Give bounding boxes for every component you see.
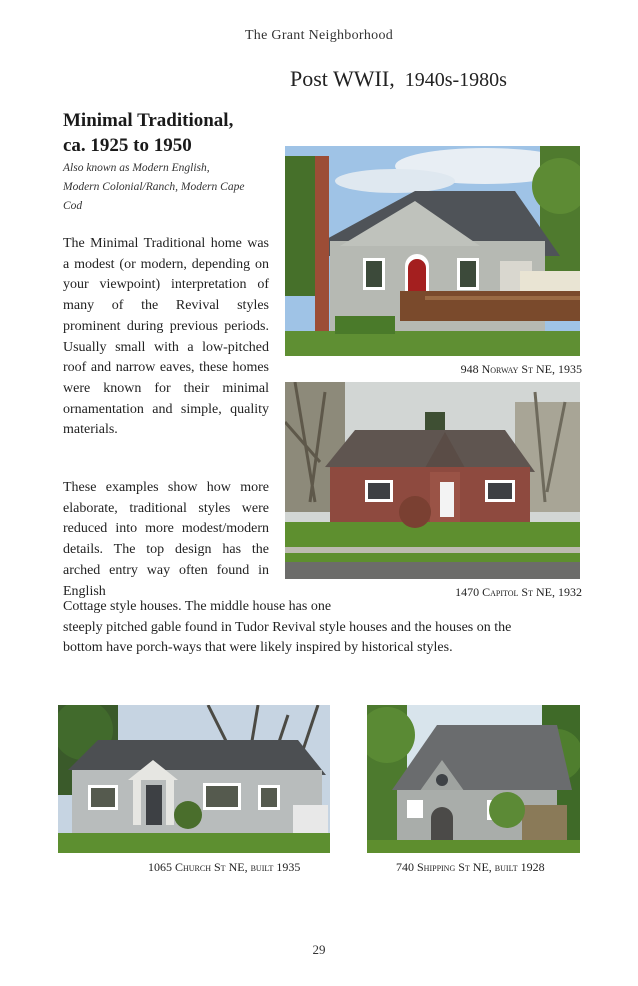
photo-caption-3 xyxy=(148,860,300,875)
photo-church-st-house xyxy=(58,705,330,853)
era-heading xyxy=(290,66,507,92)
caption-details: NE, built 1935 xyxy=(225,860,301,874)
photo-caption-1 xyxy=(461,362,582,377)
body-paragraph-2-continued xyxy=(63,597,583,659)
page-number: 29 xyxy=(312,942,326,957)
caption-street: Norway St xyxy=(481,362,533,376)
style-title-line1: Minimal Traditional, xyxy=(63,110,234,131)
caption-number: 948 xyxy=(460,362,482,376)
caption-details: NE, 1932 xyxy=(533,585,582,599)
paragraph-2-line: Cottage style houses. The middle house has one xyxy=(63,599,332,614)
style-title-line2: ca. 1925 to 1950 xyxy=(63,135,192,156)
also-known-as xyxy=(63,159,273,216)
caption-number: 1470 xyxy=(455,585,483,599)
aka-line3: Cod xyxy=(63,200,83,212)
body-paragraph-1: The Minimal Traditional home was a modest (or modern, depending on your viewpoint) interpretation of many of the Revival styles prominent during previous periods. Usually small with a low-pitched roof and narrow eaves, these homes were known for their minimal ornamentation and simple, quality materials. xyxy=(63,236,269,438)
aka-line1: Also known as Modern English, xyxy=(63,162,210,174)
caption-street: Capitol St xyxy=(482,585,533,599)
photo-capitol-st-house xyxy=(285,382,580,579)
photo-caption-4 xyxy=(396,860,545,875)
era-main: Post WWII, xyxy=(290,66,395,91)
caption-number: 740 xyxy=(396,860,417,874)
paragraph-2-line: steeply pitched gable found in Tudor Revival style houses and the houses on the xyxy=(63,619,512,635)
photo-norway-st-house xyxy=(285,146,580,356)
caption-street: Church St xyxy=(175,860,226,874)
era-range: 1940s-1980s xyxy=(404,69,507,91)
photo-caption-2 xyxy=(455,585,582,600)
paragraph-2-line: bottom have porch-ways that were likely inspired by historical styles. xyxy=(63,640,453,656)
caption-street: Shipping St xyxy=(417,860,470,874)
caption-details: NE, 1935 xyxy=(533,362,582,376)
caption-details: NE, built 1928 xyxy=(469,860,545,874)
running-header: The Grant Neighborhood xyxy=(244,28,394,43)
caption-number: 1065 xyxy=(148,860,175,874)
aka-line2: Modern Colonial/Ranch, Modern Cape xyxy=(63,181,245,193)
style-title xyxy=(63,108,273,158)
photo-shipping-st-house xyxy=(367,705,580,853)
body-paragraph-2: These examples show how more elaborate, traditional styles were reduced into more modest/modern details. The top design has the arched entry way often found in English xyxy=(63,480,269,599)
